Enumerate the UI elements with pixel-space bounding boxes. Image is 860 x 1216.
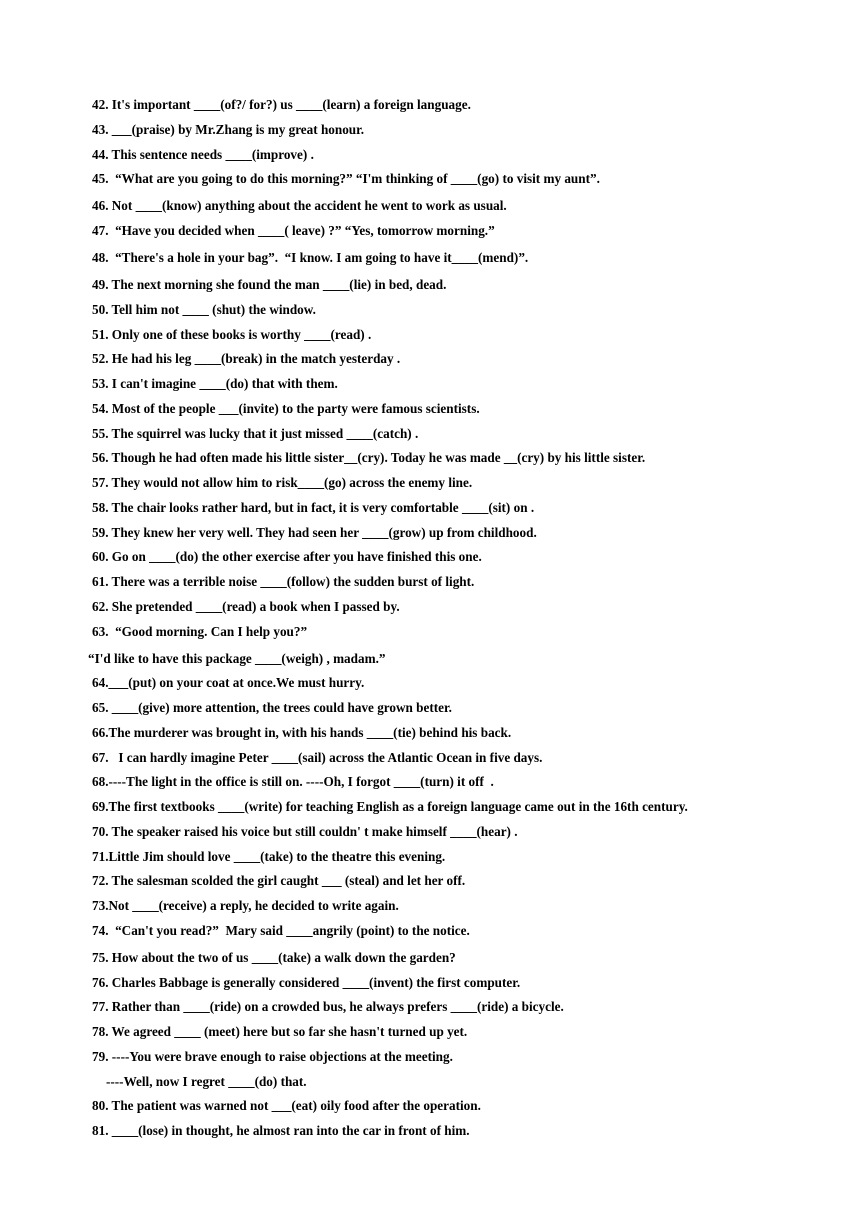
exercise-line-51: 51. Only one of these books is worthy ____(read) . xyxy=(92,326,372,342)
exercise-line-59: 59. They knew her very well. They had seen her ____(grow) up from childhood. xyxy=(92,524,537,540)
exercise-line-52: 52. He had his leg ____(break) in the match yesterday . xyxy=(92,351,401,367)
document-page xyxy=(88,95,832,1146)
exercise-line-56: 56. Though he had often made his little sister__(cry). Today he was made __(cry) by his little sister. xyxy=(92,450,646,466)
exercise-line-73: 73.Not ____(receive) a reply, he decided to write again. xyxy=(92,898,399,913)
exercise-line-46: 46. Not ____(know) anything about the accident he went to work as usual. xyxy=(92,198,507,214)
exercise-line-55: 55. The squirrel was lucky that it just missed ____(catch) . xyxy=(92,425,419,441)
exercise-line-64: 64.___(put) on your coat at once.We must hurry. xyxy=(92,675,365,691)
exercise-line-60: 60. Go on ____(do) the other exercise after you have finished this one. xyxy=(92,549,482,565)
exercise-line-78: 78. We agreed ____ (meet) here but so far she hasn't turned up yet. xyxy=(92,1024,468,1039)
exercise-line-80: 80. The patient was warned not ___(eat) oily food after the operation. xyxy=(92,1098,481,1114)
exercise-line-42: 42. It's important ____(of?/ for?) us ____(learn) a foreign language. xyxy=(92,97,471,112)
exercise-line-43: 43. ___(praise) by Mr.Zhang is my great honour. xyxy=(92,121,365,137)
exercise-line-62: 62. She pretended ____(read) a book when I passed by. xyxy=(92,598,400,614)
exercise-line-45: 45. “What are you going to do this morning?” “I'm thinking of ____(go) to visit my aunt”. xyxy=(92,171,600,187)
exercise-line-69: 69.The first textbooks ____(write) for teaching English as a foreign language came out in the 16th century. xyxy=(92,799,688,814)
exercise-line-74: 74. “Can't you read?” Mary said ____angrily (point) to the notice. xyxy=(92,922,470,938)
exercise-line-57: 57. They would not allow him to risk____(go) across the enemy line. xyxy=(92,475,473,490)
exercise-line-81: 81. ____(lose) in thought, he almost ran into the car in front of him. xyxy=(92,1123,470,1138)
exercise-line-79-reply: ----Well, now I regret ____(do) that. xyxy=(106,1073,307,1089)
exercise-line-48: 48. “There's a hole in your bag”. “I know. I am going to have it____(mend)”. xyxy=(92,250,529,265)
exercise-line-77: 77. Rather than ____(ride) on a crowded bus, he always prefers ____(ride) a bicycle. xyxy=(92,999,564,1015)
exercise-line-44: 44. This sentence needs ____(improve) . xyxy=(92,146,314,162)
exercise-line-79: 79. ----You were brave enough to raise objections at the meeting. xyxy=(92,1048,453,1064)
exercise-line-63-reply: “I'd like to have this package ____(weigh) , madam.” xyxy=(88,650,386,666)
exercise-line-76: 76. Charles Babbage is generally considered ____(invent) the first computer. xyxy=(92,974,521,990)
exercise-line-72: 72. The salesman scolded the girl caught ___ (steal) and let her off. xyxy=(92,873,466,889)
exercise-line-68: 68.----The light in the office is still on. ----Oh, I forgot ____(turn) it off . xyxy=(92,774,494,790)
exercise-line-54: 54. Most of the people ___(invite) to the party were famous scientists. xyxy=(92,400,480,416)
exercise-line-66: 66.The murderer was brought in, with his hands ____(tie) behind his back. xyxy=(92,724,512,740)
exercise-line-61: 61. There was a terrible noise ____(follow) the sudden burst of light. xyxy=(92,574,475,589)
exercise-line-65: 65. ____(give) more attention, the trees could have grown better. xyxy=(92,700,452,715)
exercise-line-49: 49. The next morning she found the man ____(lie) in bed, dead. xyxy=(92,277,447,292)
exercise-line-70: 70. The speaker raised his voice but still couldn' t make himself ____(hear) . xyxy=(92,823,518,839)
exercise-line-53: 53. I can't imagine ____(do) that with them. xyxy=(92,376,338,391)
exercise-line-75: 75. How about the two of us ____(take) a walk down the garden? xyxy=(92,949,456,965)
exercise-line-50: 50. Tell him not ____ (shut) the window. xyxy=(92,301,316,317)
exercise-line-58: 58. The chair looks rather hard, but in fact, it is very comfortable ____(sit) on . xyxy=(92,499,535,515)
exercise-line-47: 47. “Have you decided when ____( leave) ?” “Yes, tomorrow morning.” xyxy=(92,223,495,238)
exercise-line-63: 63. “Good morning. Can I help you?” xyxy=(92,623,308,639)
exercise-line-71: 71.Little Jim should love ____(take) to the theatre this evening. xyxy=(92,848,446,864)
exercise-line-67: 67. I can hardly imagine Peter ____(sail) across the Atlantic Ocean in five days. xyxy=(92,749,543,765)
